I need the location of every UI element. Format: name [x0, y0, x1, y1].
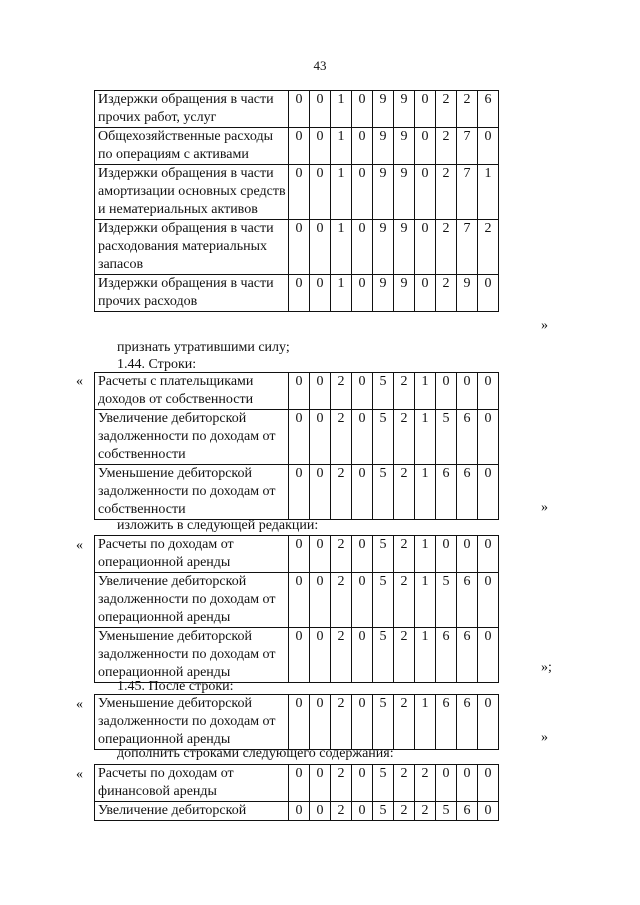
- code-digit: 0: [289, 465, 310, 520]
- code-digit: 2: [415, 802, 436, 821]
- code-digit: 9: [373, 91, 394, 128]
- code-digit: 9: [457, 275, 478, 312]
- code-digit: 5: [373, 765, 394, 802]
- code-digit: 0: [310, 695, 331, 750]
- code-digit: 0: [289, 695, 310, 750]
- code-digit: 2: [331, 802, 352, 821]
- code-digit: 0: [310, 220, 331, 275]
- code-digit: 2: [331, 695, 352, 750]
- code-digit: 0: [289, 373, 310, 410]
- code-digit: 9: [373, 165, 394, 220]
- table-row: [95, 765, 499, 802]
- code-digit: 0: [352, 128, 373, 165]
- code-digit: 0: [478, 410, 499, 465]
- row-label: Увеличение дебиторской: [95, 802, 289, 821]
- code-digit: 2: [415, 765, 436, 802]
- code-digit: 0: [457, 765, 478, 802]
- row-label: Издержки обращения в части прочих расходов: [95, 275, 289, 312]
- code-digit: 2: [394, 465, 415, 520]
- code-digit: 5: [436, 802, 457, 821]
- code-digit: 0: [415, 91, 436, 128]
- closing-quote: »;: [541, 660, 552, 675]
- code-digit: 5: [373, 628, 394, 683]
- code-digit: 0: [289, 765, 310, 802]
- table-row: [95, 573, 499, 628]
- code-digit: 1: [415, 410, 436, 465]
- code-digit: 1: [415, 373, 436, 410]
- code-digit: 2: [436, 220, 457, 275]
- closing-quote: »: [541, 500, 548, 515]
- code-digit: 9: [373, 128, 394, 165]
- code-digit: 0: [352, 373, 373, 410]
- code-digit: 9: [373, 220, 394, 275]
- code-digit: 5: [373, 573, 394, 628]
- code-digit: 2: [331, 536, 352, 573]
- code-digit: 0: [289, 802, 310, 821]
- code-digit: 0: [289, 91, 310, 128]
- code-digit: 2: [331, 628, 352, 683]
- code-digit: 2: [394, 695, 415, 750]
- code-digit: 1: [415, 536, 436, 573]
- code-digit: 5: [373, 410, 394, 465]
- code-digit: 5: [373, 373, 394, 410]
- section-heading: 1.45. После строки:: [117, 679, 234, 694]
- code-digit: 2: [436, 91, 457, 128]
- code-digit: 2: [436, 165, 457, 220]
- code-digit: 2: [331, 573, 352, 628]
- row-label: Издержки обращения в части амортизации основных средств и нематериальных активов: [95, 165, 289, 220]
- code-digit: 0: [478, 765, 499, 802]
- code-table-removed-rows: [94, 90, 499, 312]
- code-digit: 9: [394, 128, 415, 165]
- code-digit: 0: [352, 465, 373, 520]
- code-digit: 0: [310, 536, 331, 573]
- code-digit: 0: [478, 373, 499, 410]
- code-digit: 6: [436, 695, 457, 750]
- code-digit: 9: [394, 220, 415, 275]
- table-row: [95, 220, 499, 275]
- code-digit: 1: [331, 275, 352, 312]
- code-digit: 1: [478, 165, 499, 220]
- code-digit: 0: [289, 165, 310, 220]
- table-row: [95, 628, 499, 683]
- code-digit: 0: [310, 628, 331, 683]
- code-digit: 1: [331, 128, 352, 165]
- code-digit: 0: [289, 410, 310, 465]
- code-digit: 2: [457, 91, 478, 128]
- code-digit: 2: [394, 765, 415, 802]
- code-digit: 6: [436, 465, 457, 520]
- code-digit: 2: [394, 536, 415, 573]
- paragraph-text: изложить в следующей редакции:: [117, 518, 319, 533]
- code-digit: 0: [352, 802, 373, 821]
- code-digit: 0: [289, 628, 310, 683]
- code-digit: 0: [352, 275, 373, 312]
- code-table-added-rows: [94, 764, 499, 821]
- code-digit: 0: [289, 275, 310, 312]
- code-digit: 0: [352, 695, 373, 750]
- table-row: [95, 128, 499, 165]
- code-digit: 0: [310, 91, 331, 128]
- code-digit: 1: [415, 573, 436, 628]
- code-digit: 0: [310, 410, 331, 465]
- code-digit: 5: [436, 573, 457, 628]
- code-digit: 0: [310, 275, 331, 312]
- code-digit: 0: [289, 220, 310, 275]
- code-digit: 6: [457, 802, 478, 821]
- code-digit: 7: [457, 220, 478, 275]
- code-digit: 0: [457, 536, 478, 573]
- opening-quote: «: [76, 374, 83, 389]
- code-digit: 2: [394, 373, 415, 410]
- table-row: [95, 275, 499, 312]
- code-digit: 6: [478, 91, 499, 128]
- code-digit: 6: [457, 695, 478, 750]
- code-digit: 0: [352, 573, 373, 628]
- code-digit: 1: [331, 91, 352, 128]
- code-digit: 6: [457, 573, 478, 628]
- code-digit: 6: [436, 628, 457, 683]
- code-digit: 0: [289, 128, 310, 165]
- code-digit: 6: [457, 628, 478, 683]
- code-digit: 0: [478, 802, 499, 821]
- code-digit: 5: [373, 536, 394, 573]
- code-digit: 0: [436, 373, 457, 410]
- code-digit: 0: [478, 536, 499, 573]
- code-digit: 2: [436, 275, 457, 312]
- row-label: Издержки обращения в части прочих работ, услуг: [95, 91, 289, 128]
- code-digit: 0: [310, 128, 331, 165]
- code-digit: 9: [394, 91, 415, 128]
- code-digit: 0: [352, 628, 373, 683]
- code-digit: 1: [415, 628, 436, 683]
- section-heading: 1.44. Строки:: [117, 357, 197, 372]
- opening-quote: «: [76, 538, 83, 553]
- code-digit: 9: [373, 275, 394, 312]
- paragraph-text: дополнить строками следующего содержания:: [117, 746, 394, 761]
- code-digit: 0: [352, 536, 373, 573]
- table-row: [95, 91, 499, 128]
- code-digit: 0: [352, 220, 373, 275]
- code-digit: 0: [310, 765, 331, 802]
- code-digit: 0: [310, 465, 331, 520]
- row-label: Уменьшение дебиторской задолженности по доходам от операционной аренды: [95, 695, 289, 750]
- code-digit: 7: [457, 128, 478, 165]
- code-digit: 2: [436, 128, 457, 165]
- code-digit: 1: [415, 465, 436, 520]
- code-digit: 0: [310, 802, 331, 821]
- closing-quote: »: [541, 730, 548, 745]
- table-row: [95, 465, 499, 520]
- code-digit: 0: [310, 573, 331, 628]
- code-digit: 0: [415, 220, 436, 275]
- code-digit: 0: [478, 573, 499, 628]
- code-digit: 0: [415, 128, 436, 165]
- code-digit: 0: [478, 465, 499, 520]
- table-row: [95, 536, 499, 573]
- opening-quote: «: [76, 697, 83, 712]
- code-digit: 7: [457, 165, 478, 220]
- code-digit: 5: [373, 695, 394, 750]
- code-table-after-row: [94, 694, 499, 750]
- code-digit: 0: [352, 165, 373, 220]
- row-label: Уменьшение дебиторской задолженности по доходам от собственности: [95, 465, 289, 520]
- code-digit: 2: [331, 373, 352, 410]
- table-row: [95, 165, 499, 220]
- row-label: Издержки обращения в части расходования материальных запасов: [95, 220, 289, 275]
- code-digit: 5: [373, 802, 394, 821]
- row-label: Увеличение дебиторской задолженности по доходам от собственности: [95, 410, 289, 465]
- code-digit: 0: [457, 373, 478, 410]
- code-digit: 0: [478, 128, 499, 165]
- code-digit: 2: [331, 465, 352, 520]
- code-digit: 1: [331, 165, 352, 220]
- row-label: Расчеты по доходам от операционной аренды: [95, 536, 289, 573]
- code-digit: 9: [394, 275, 415, 312]
- table-row: [95, 802, 499, 821]
- code-table-new-rows: [94, 535, 499, 683]
- code-digit: 5: [373, 465, 394, 520]
- code-digit: 0: [415, 275, 436, 312]
- code-digit: 0: [436, 765, 457, 802]
- row-label: Увеличение дебиторской задолженности по доходам от операционной аренды: [95, 573, 289, 628]
- row-label: Уменьшение дебиторской задолженности по доходам от операционной аренды: [95, 628, 289, 683]
- code-digit: 2: [331, 410, 352, 465]
- code-digit: 1: [415, 695, 436, 750]
- page-number: 43: [313, 58, 327, 73]
- code-digit: 0: [415, 165, 436, 220]
- code-digit: 2: [331, 765, 352, 802]
- code-table-old-rows: [94, 372, 499, 520]
- closing-quote: »: [541, 318, 548, 333]
- code-digit: 2: [394, 802, 415, 821]
- code-digit: 0: [436, 536, 457, 573]
- code-digit: 1: [331, 220, 352, 275]
- code-digit: 6: [457, 465, 478, 520]
- paragraph-text: признать утратившими силу;: [117, 340, 290, 355]
- row-label: Расчеты с плательщиками доходов от собственности: [95, 373, 289, 410]
- table-row: [95, 695, 499, 750]
- code-digit: 0: [352, 765, 373, 802]
- code-digit: 0: [352, 410, 373, 465]
- row-label: Расчеты по доходам от финансовой аренды: [95, 765, 289, 802]
- row-label: Общехозяйственные расходы по операциям с активами: [95, 128, 289, 165]
- code-digit: 0: [478, 275, 499, 312]
- code-digit: 0: [289, 573, 310, 628]
- code-digit: 2: [478, 220, 499, 275]
- opening-quote: «: [76, 767, 83, 782]
- code-digit: 2: [394, 410, 415, 465]
- code-digit: 6: [457, 410, 478, 465]
- code-digit: 9: [394, 165, 415, 220]
- table-row: [95, 410, 499, 465]
- code-digit: 5: [436, 410, 457, 465]
- code-digit: 0: [478, 628, 499, 683]
- code-digit: 0: [478, 695, 499, 750]
- code-digit: 2: [394, 573, 415, 628]
- code-digit: 0: [352, 91, 373, 128]
- code-digit: 2: [394, 628, 415, 683]
- code-digit: 0: [310, 165, 331, 220]
- code-digit: 0: [310, 373, 331, 410]
- code-digit: 0: [289, 536, 310, 573]
- table-row: [95, 373, 499, 410]
